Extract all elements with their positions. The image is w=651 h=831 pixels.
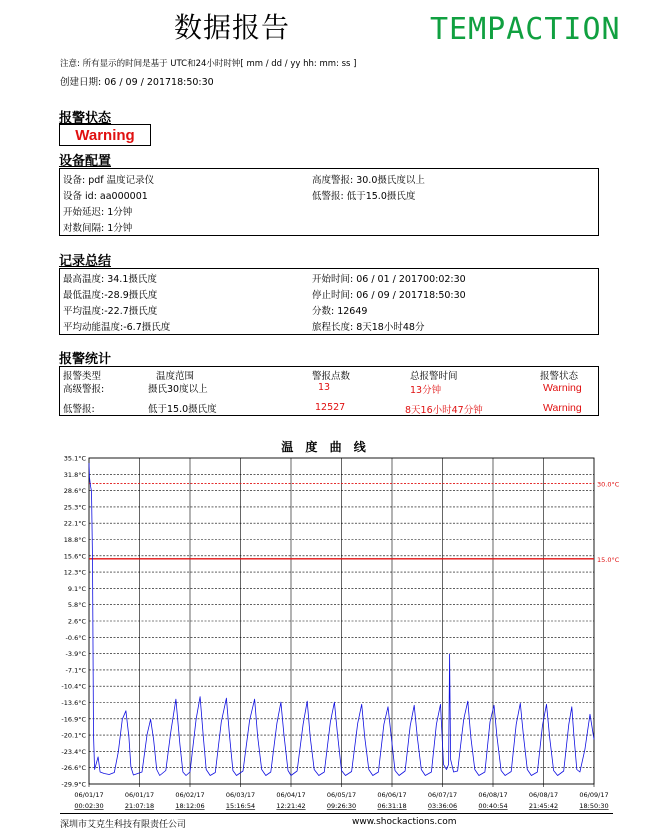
chart-title: 温 度 曲 线 bbox=[281, 440, 370, 454]
x-tick-label-date: 06/07/17 bbox=[427, 791, 458, 799]
threshold-label: 30.0°C bbox=[597, 480, 620, 489]
alarm-stats-cell: 13 bbox=[318, 382, 331, 393]
alarm-stats-header: 温度范围 bbox=[156, 371, 195, 382]
footer-company: 深圳市艾克生科技有限责任公司 bbox=[60, 820, 187, 830]
device-config-line: 低警报: 低于15.0摄氏度 bbox=[312, 191, 416, 202]
report-title: 数据报告 bbox=[174, 11, 291, 44]
alarm-stats-cell: 低于15.0摄氏度 bbox=[148, 404, 217, 415]
summary-line: 开始时间: 06 / 01 / 201700:02:30 bbox=[312, 274, 466, 285]
y-tick-label: -7.1°C bbox=[65, 666, 86, 675]
x-tick-label-date: 06/02/17 bbox=[175, 791, 205, 799]
x-tick-label-date: 06/09/17 bbox=[579, 791, 609, 799]
x-tick-label-time: 00:02:30 bbox=[74, 802, 104, 810]
y-tick-label: -23.4°C bbox=[61, 747, 86, 756]
x-tick-label-time: 18:50:30 bbox=[579, 802, 609, 810]
alarm-status-heading: 报警状态 bbox=[59, 111, 112, 126]
summary-line: 最低温度:-28.9摄氏度 bbox=[63, 290, 158, 301]
x-tick-label-time: 12:21:42 bbox=[276, 802, 306, 810]
footer-website: www.shockactions.com bbox=[352, 817, 457, 827]
x-tick-label-time: 06:31:18 bbox=[377, 802, 407, 810]
device-config-line: 高度警报: 30.0摄氏度以上 bbox=[312, 175, 425, 186]
device-config-heading: 设备配置 bbox=[59, 154, 112, 169]
alarm-stats-cell: 13分钟 bbox=[410, 385, 442, 396]
y-tick-label: -20.1°C bbox=[61, 731, 86, 740]
x-tick-label-time: 09:26:30 bbox=[326, 802, 357, 810]
device-config-line: 设备: pdf 温度记录仪 bbox=[63, 175, 155, 186]
device-config-line: 对数间隔: 1分钟 bbox=[63, 223, 133, 234]
alarm-stats-cell: Warning bbox=[543, 382, 582, 394]
summary-line: 平均温度:-22.7摄氏度 bbox=[63, 306, 158, 317]
alarm-stats-cell: 12527 bbox=[315, 402, 346, 413]
y-tick-label: -3.9°C bbox=[65, 650, 86, 659]
y-tick-label: 25.3°C bbox=[63, 503, 86, 512]
summary-line: 停止时间: 06 / 09 / 201718:50:30 bbox=[312, 290, 466, 301]
y-tick-label: 9.1°C bbox=[67, 584, 86, 593]
y-tick-label: 35.1°C bbox=[63, 454, 86, 463]
alarm-stats-cell: 摄氏30度以上 bbox=[148, 384, 208, 395]
alarm-stats-heading: 报警统计 bbox=[59, 352, 112, 367]
y-tick-label: -16.9°C bbox=[61, 715, 86, 724]
y-tick-label: 2.6°C bbox=[67, 617, 86, 626]
y-tick-label: 18.8°C bbox=[63, 536, 86, 544]
y-tick-label: 22.1°C bbox=[63, 519, 86, 528]
x-tick-label-date: 06/06/17 bbox=[377, 791, 407, 799]
y-tick-label: 15.6°C bbox=[63, 552, 86, 561]
alarm-stats-header: 警报点数 bbox=[312, 371, 351, 382]
x-tick-label-time: 15:16:54 bbox=[225, 802, 256, 810]
x-tick-label-date: 06/08/17 bbox=[478, 791, 508, 799]
y-tick-label: -26.6°C bbox=[61, 764, 86, 773]
alarm-stats-header: 报警状态 bbox=[540, 371, 579, 382]
alarm-stats-header: 报警类型 bbox=[63, 371, 102, 382]
summary-line: 分数: 12649 bbox=[312, 306, 368, 317]
created-date: 创建日期: 06 / 09 / 201718:50:30 bbox=[60, 77, 214, 88]
alarm-stats-cell: 低警报: bbox=[63, 404, 95, 415]
alarm-status-badge: Warning bbox=[59, 124, 151, 146]
y-tick-label: 31.8°C bbox=[63, 470, 86, 479]
summary-line: 旅程长度: 8天18小时48分 bbox=[312, 322, 425, 333]
x-tick-label-time: 03:36:06 bbox=[427, 802, 458, 810]
x-tick-label-time: 21:07:18 bbox=[124, 802, 155, 810]
summary-heading: 记录总结 bbox=[59, 254, 112, 269]
brand-logo-text: TEMPACTION bbox=[430, 12, 621, 47]
x-tick-label-date: 06/04/17 bbox=[276, 791, 306, 799]
y-tick-label: 5.8°C bbox=[67, 601, 86, 610]
alarm-stats-cell: 8天16小时47分钟 bbox=[405, 405, 483, 416]
x-tick-label-time: 00:40:54 bbox=[478, 802, 508, 810]
alarm-stats-cell: Warning bbox=[543, 402, 582, 414]
x-tick-label-date: 06/05/17 bbox=[326, 791, 357, 799]
x-tick-label-time: 18:12:06 bbox=[175, 802, 205, 810]
x-tick-label-date: 06/08/17 bbox=[528, 791, 559, 799]
x-tick-label-date: 06/03/17 bbox=[225, 791, 256, 799]
y-tick-label: -13.6°C bbox=[61, 699, 86, 707]
summary-line: 最高温度: 34.1摄氏度 bbox=[63, 274, 157, 285]
x-tick-label-date: 06/01/17 bbox=[74, 791, 104, 799]
threshold-label: 15.0°C bbox=[597, 555, 620, 564]
device-config-line: 设备 id: aa000001 bbox=[63, 191, 148, 202]
y-tick-label: 12.3°C bbox=[63, 568, 86, 577]
utc-note: 注意: 所有显示的时间是基于 UTC和24小时时钟[ mm / dd / yy hh: mm: ss ] bbox=[60, 59, 357, 69]
x-tick-label-time: 21:45:42 bbox=[528, 802, 559, 810]
y-tick-label: -10.4°C bbox=[61, 682, 86, 691]
x-tick-label-date: 06/01/17 bbox=[124, 791, 155, 799]
device-config-line: 开始延迟: 1分钟 bbox=[63, 207, 133, 218]
alarm-stats-header: 总报警时间 bbox=[410, 371, 458, 382]
y-tick-label: 28.6°C bbox=[63, 487, 86, 496]
footer-rule bbox=[60, 813, 613, 814]
summary-line: 平均动能温度:-6.7摄氏度 bbox=[63, 322, 171, 333]
y-tick-label: -29.9°C bbox=[61, 780, 86, 789]
y-tick-label: -0.6°C bbox=[65, 633, 86, 642]
alarm-stats-cell: 高级警报: bbox=[63, 384, 105, 395]
